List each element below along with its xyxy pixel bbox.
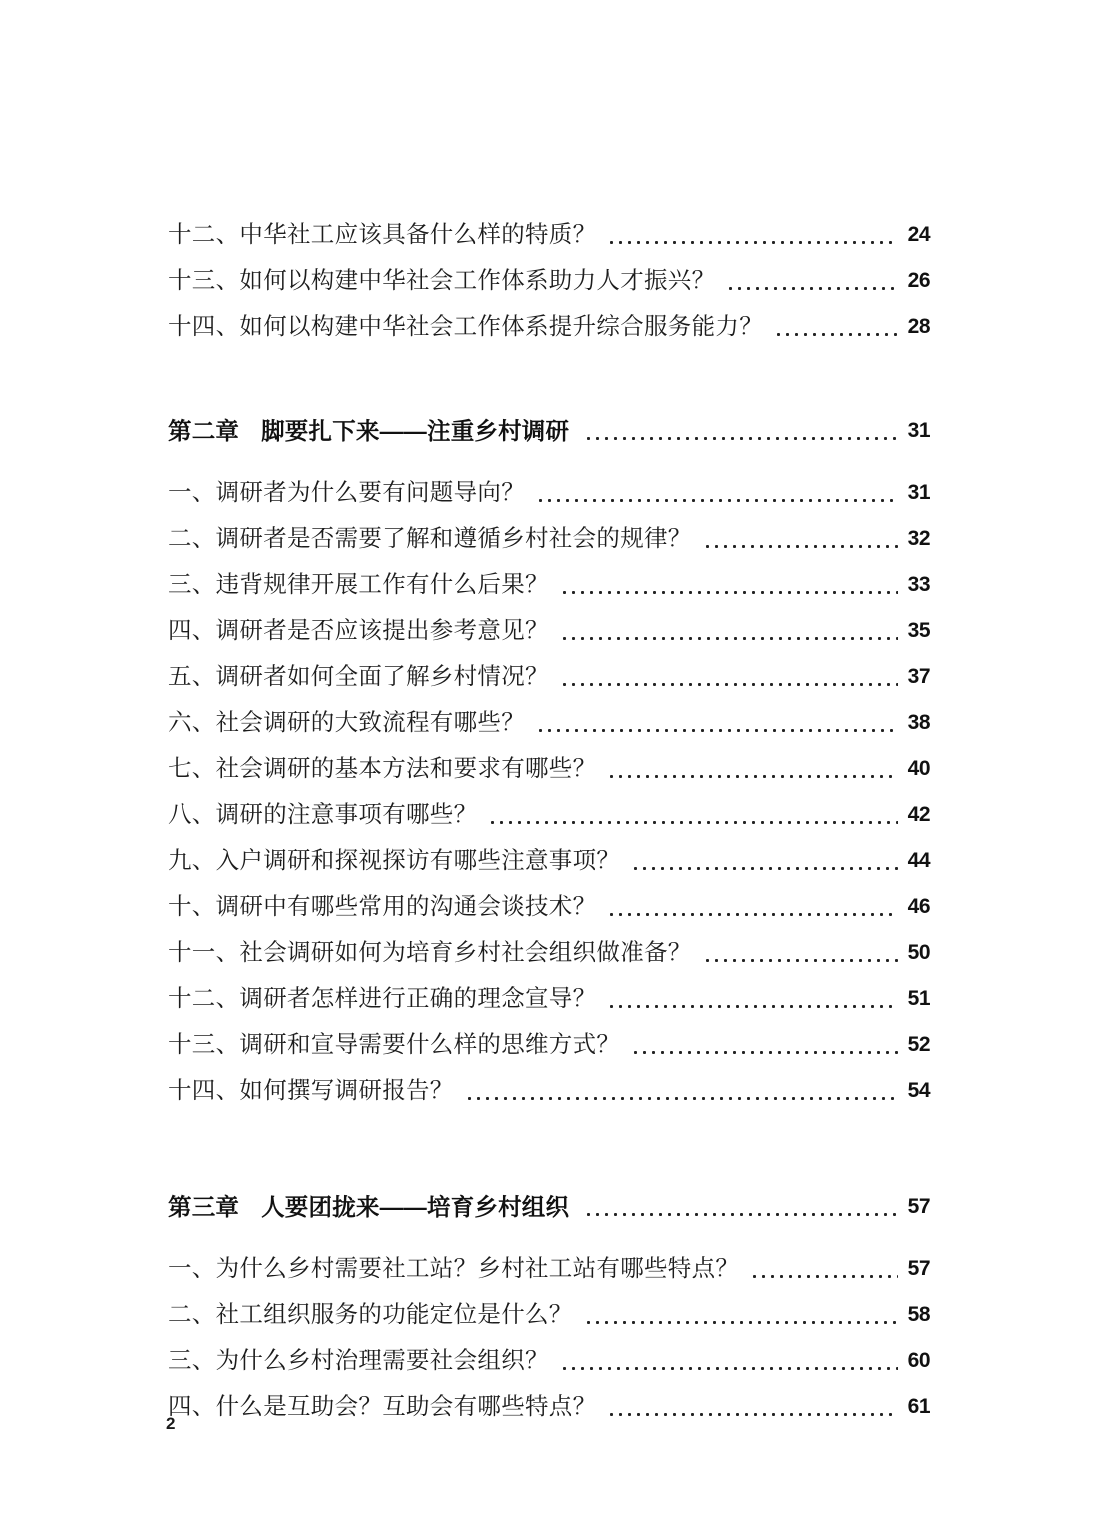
section-spacer [168,344,930,402]
dot-leader [468,1078,898,1108]
toc-entry[interactable] [168,740,930,786]
toc-entry-page: 54 [907,1079,930,1102]
toc-entry-page: 44 [907,849,930,872]
toc-chapter-number: 第二章 [168,418,240,444]
toc-entry[interactable] [168,556,930,602]
toc-entry-page: 28 [907,315,930,338]
toc-entry-label: 八、调研的注意事项有哪些？ [168,802,478,828]
dot-leader [706,940,898,970]
dot-leader [706,526,898,556]
toc-chapter-heading-2[interactable] [168,402,930,448]
toc-entry-page: 26 [907,269,930,292]
toc-entry-label: 七、社会调研的基本方法和要求有哪些？ [168,756,597,782]
toc-entry-page: 52 [907,1033,930,1056]
dot-leader [610,986,898,1016]
toc-entry[interactable] [168,252,930,298]
toc-entry-label: 四、调研者是否应该提出参考意见？ [168,618,549,644]
dot-leader [610,756,898,786]
toc-chapter-page: 57 [907,1195,930,1218]
toc-entry[interactable] [168,832,930,878]
toc-entry[interactable] [168,1062,930,1108]
toc-entry[interactable] [168,648,930,694]
toc-group-chapter-3-entries [168,1240,930,1424]
toc-entry-page: 35 [907,619,930,642]
toc-entry-label: 二、社工组织服务的功能定位是什么？ [168,1302,573,1328]
toc-entry[interactable] [168,786,930,832]
section-spacer [168,1224,930,1240]
toc-entry[interactable] [168,298,930,344]
toc-entry-label: 十四、如何撰写调研报告？ [168,1078,454,1104]
dot-leader [563,572,898,602]
toc-chapter-title: 人要团拢来——培育乡村组织 [261,1194,570,1220]
toc-entry-page: 61 [907,1395,930,1418]
toc-entry-label: 九、入户调研和探视探访有哪些注意事项？ [168,848,621,874]
toc-entry[interactable] [168,1240,930,1286]
toc-entry-page: 58 [907,1303,930,1326]
toc-group-chapter-one-tail [168,206,930,344]
dot-leader [491,802,898,832]
toc-chapter-page: 31 [907,419,930,442]
toc-entry[interactable] [168,510,930,556]
toc-entry-label: 四、什么是互助会？互助会有哪些特点？ [168,1394,597,1420]
toc-entry[interactable] [168,206,930,252]
toc-chapter-label [168,416,569,448]
toc-entry[interactable] [168,924,930,970]
toc-chapter-label [168,1192,569,1224]
toc-entry[interactable] [168,878,930,924]
toc-entry-label: 十、调研中有哪些常用的沟通会谈技术？ [168,894,597,920]
dot-leader [587,1194,898,1224]
toc-entry-label: 一、为什么乡村需要社工站？乡村社工站有哪些特点？ [168,1256,740,1282]
toc-entry-page: 38 [907,711,930,734]
toc-entry-page: 51 [907,987,930,1010]
toc-entry-label: 十三、调研和宣导需要什么样的思维方式？ [168,1032,621,1058]
dot-leader [563,1348,898,1378]
dot-leader [634,848,898,878]
toc-entry-page: 57 [907,1257,930,1280]
toc-entry-page: 50 [907,941,930,964]
toc-entry-label: 五、调研者如何全面了解乡村情况？ [168,664,549,690]
toc-entry-page: 60 [907,1349,930,1372]
dot-leader [610,894,898,924]
dot-leader [563,618,898,648]
dot-leader [753,1256,898,1286]
dot-leader [777,314,898,344]
toc-entry[interactable] [168,602,930,648]
toc-entry[interactable] [168,694,930,740]
toc-entry-page: 40 [907,757,930,780]
toc-entry[interactable] [168,1016,930,1062]
section-spacer [168,1108,930,1178]
toc-entry[interactable] [168,464,930,510]
dot-leader [539,480,898,510]
toc-chapter-heading-3[interactable] [168,1178,930,1224]
toc-entry-label: 十一、社会调研如何为培育乡村社会组织做准备？ [168,940,692,966]
toc-entry-label: 二、调研者是否需要了解和遵循乡村社会的规律？ [168,526,692,552]
toc-entry[interactable] [168,970,930,1016]
toc-entry-page: 42 [907,803,930,826]
dot-leader [610,1394,898,1424]
toc-entry[interactable] [168,1286,930,1332]
toc-group-chapter-2-entries [168,464,930,1108]
toc-entry-page: 32 [907,527,930,550]
dot-leader [729,268,898,298]
dot-leader [563,664,898,694]
toc-entry[interactable] [168,1332,930,1378]
dot-leader [587,1302,898,1332]
toc-entry-page: 37 [907,665,930,688]
dot-leader [610,222,898,252]
toc-entry[interactable] [168,1378,930,1424]
toc-entry-label: 六、社会调研的大致流程有哪些？ [168,710,525,736]
toc-entry-label: 三、为什么乡村治理需要社会组织？ [168,1348,549,1374]
toc-entry-label: 一、调研者为什么要有问题导向？ [168,480,525,506]
page-folio: 2 [166,1414,176,1433]
toc-entry-label: 十二、中华社工应该具备什么样的特质？ [168,222,597,248]
toc-entry-label: 十四、如何以构建中华社会工作体系提升综合服务能力？ [168,314,763,340]
toc-entry-page: 24 [907,223,930,246]
toc-entry-label: 三、违背规律开展工作有什么后果？ [168,572,549,598]
toc-entry-label: 十二、调研者怎样进行正确的理念宣导？ [168,986,597,1012]
section-spacer [168,448,930,464]
dot-leader [539,710,898,740]
toc-entry-page: 33 [907,573,930,596]
toc-chapter-number: 第三章 [168,1194,240,1220]
table-of-contents [168,206,930,1424]
toc-entry-page: 31 [907,481,930,504]
dot-leader [634,1032,898,1062]
dot-leader [587,418,898,448]
toc-entry-label: 十三、如何以构建中华社会工作体系助力人才振兴？ [168,268,716,294]
toc-entry-page: 46 [907,895,930,918]
toc-chapter-title: 脚要扎下来——注重乡村调研 [261,418,570,444]
